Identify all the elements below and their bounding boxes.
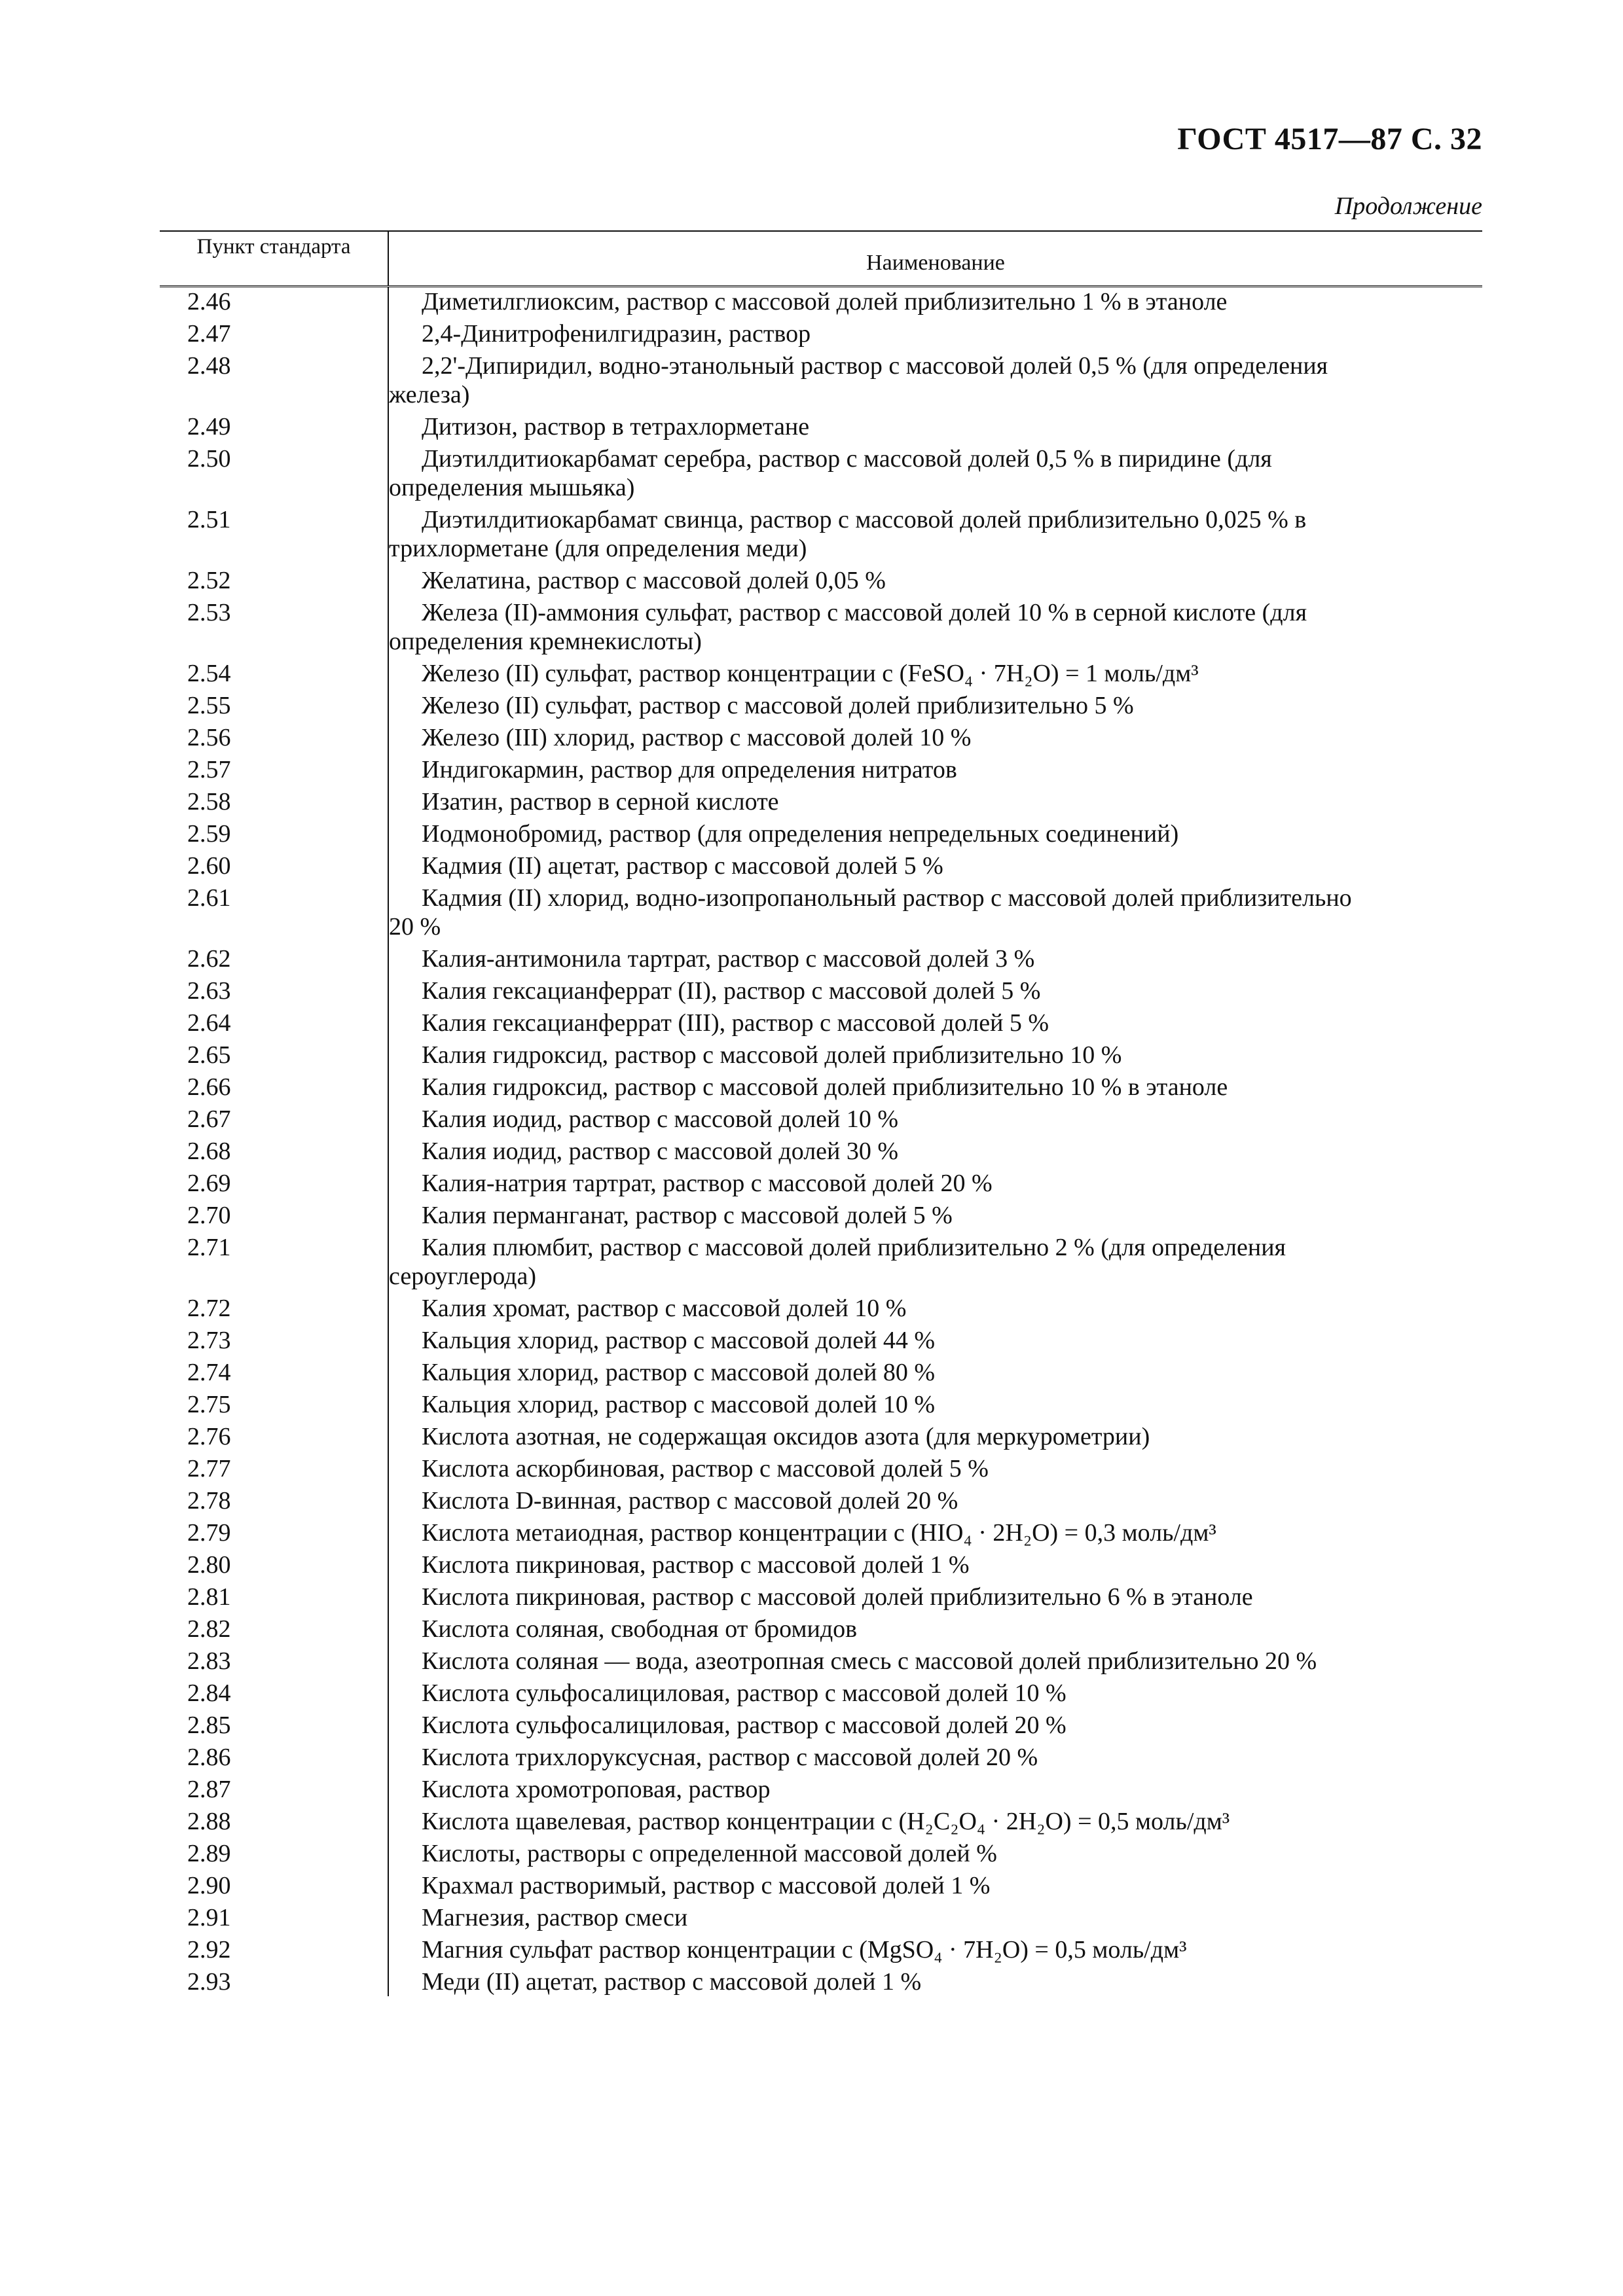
table-row (160, 1294, 1482, 1323)
item-name (388, 1518, 1482, 1547)
table-row (160, 1422, 1482, 1451)
item-name-continuation: 20 % (389, 913, 441, 941)
item-number: 2.68 (187, 1138, 231, 1165)
item-name-text: Диэтилдитиокарбамат серебра, раствор с массовой долей 0,5 % в пиридине (для (422, 445, 1272, 473)
item-number: 2.55 (187, 692, 231, 719)
table-row (160, 723, 1482, 752)
item-name-text: Диметилглиоксим, раствор с массовой долей приблизительно 1 % в этаноле (422, 288, 1228, 315)
item-number: 2.93 (187, 1968, 231, 1996)
table-row (160, 444, 1482, 502)
column-header-name: Наименование (866, 251, 1005, 275)
table-row (160, 1326, 1482, 1355)
item-name-text: Кислота пикриновая, раствор с массовой долей приблизительно 6 % в этаноле (422, 1583, 1253, 1611)
table-row (160, 659, 1482, 688)
table-row (160, 1871, 1482, 1900)
item-number: 2.60 (187, 852, 231, 880)
item-name (388, 598, 1482, 656)
item-number: 2.52 (187, 567, 231, 594)
item-name-text: Кислота щавелевая, раствор концентрации c (H₂C₂O₄ · 2H₂O) = 0,5 моль/дм³ (422, 1808, 1230, 1835)
item-name-text: Индигокармин, раствор для определения нитратов (422, 756, 957, 783)
item-name (388, 1137, 1482, 1166)
item-name (388, 1871, 1482, 1900)
item-number: 2.78 (187, 1487, 231, 1515)
item-name (388, 1647, 1482, 1676)
table-row (160, 1679, 1482, 1708)
document-title: ГОСТ 4517—87 С. 32 (1177, 122, 1482, 156)
reagents-table (160, 230, 1482, 2000)
item-name (388, 1073, 1482, 1102)
table-row (160, 1775, 1482, 1804)
table-row (160, 351, 1482, 409)
item-name-text: Калия гидроксид, раствор с массовой долей приблизительно 10 % (422, 1041, 1122, 1069)
table-row (160, 1041, 1482, 1069)
item-number: 2.86 (187, 1744, 231, 1771)
item-name (388, 1615, 1482, 1643)
item-name-text: Магния сульфат раствор концентрации c (MgSO₄ · 7H₂O) = 0,5 моль/дм³ (422, 1936, 1187, 1964)
item-number: 2.74 (187, 1359, 231, 1386)
table-row (160, 287, 1482, 316)
item-name-text: Калия хромат, раствор с массовой долей 10 % (422, 1295, 907, 1322)
item-name-text: Крахмал растворимый, раствор с массовой долей 1 % (422, 1872, 991, 1899)
item-name (388, 1903, 1482, 1932)
item-name-text: Кислота метаиодная, раствор концентрации c (HIO₄ · 2H₂O) = 0,3 моль/дм³ (422, 1519, 1216, 1547)
item-name (388, 1935, 1482, 1964)
item-name (388, 787, 1482, 816)
item-number: 2.59 (187, 820, 231, 848)
item-number: 2.67 (187, 1105, 231, 1133)
item-name-text: 2,2'-Дипиридил, водно-этанольный раствор с массовой долей 0,5 % (для определения (422, 352, 1328, 380)
item-name (388, 659, 1482, 688)
item-name-text: Кадмия (II) ацетат, раствор с массовой долей 5 % (422, 852, 943, 880)
item-number: 2.61 (187, 884, 231, 912)
item-name-continuation: определения кремнекислоты) (389, 628, 702, 655)
table-row (160, 1615, 1482, 1643)
item-name-text: Железо (II) сульфат, раствор с массовой долей приблизительно 5 % (422, 692, 1134, 719)
item-name-text: Калия перманганат, раствор с массовой долей 5 % (422, 1202, 953, 1229)
table-row (160, 1807, 1482, 1836)
item-name-text: Кислота D-винная, раствор с массовой долей 20 % (422, 1487, 958, 1515)
table-row (160, 1647, 1482, 1676)
table-row (160, 1169, 1482, 1198)
item-name (388, 1169, 1482, 1198)
item-number: 2.87 (187, 1776, 231, 1803)
item-name-text: Железо (III) хлорид, раствор с массовой долей 10 % (422, 724, 972, 751)
item-number: 2.64 (187, 1009, 231, 1037)
item-number: 2.62 (187, 945, 231, 973)
item-name (388, 351, 1482, 409)
table-row (160, 1105, 1482, 1134)
column-header-number: Пункт стандарта (196, 235, 351, 259)
item-name (388, 287, 1482, 316)
item-name-text: Калия гидроксид, раствор с массовой долей приблизительно 10 % в этаноле (422, 1073, 1228, 1101)
table-row (160, 1486, 1482, 1515)
item-number: 2.82 (187, 1615, 231, 1643)
table-row (160, 1201, 1482, 1230)
item-name-text: Кислота сульфосалициловая, раствор с массовой долей 10 % (422, 1679, 1067, 1707)
item-name-continuation: железа) (389, 381, 470, 408)
item-number: 2.49 (187, 413, 231, 440)
item-number: 2.79 (187, 1519, 231, 1547)
item-name (388, 319, 1482, 348)
table-row (160, 755, 1482, 784)
item-number: 2.73 (187, 1327, 231, 1354)
item-number: 2.69 (187, 1170, 231, 1197)
item-name (388, 1105, 1482, 1134)
item-number: 2.72 (187, 1295, 231, 1322)
table-row (160, 1390, 1482, 1419)
table-row (160, 1518, 1482, 1547)
item-name-text: Калия иодид, раствор с массовой долей 10 % (422, 1105, 899, 1133)
item-number: 2.91 (187, 1904, 231, 1931)
item-name (388, 1041, 1482, 1069)
item-name (388, 1422, 1482, 1451)
table-row (160, 1454, 1482, 1483)
item-name-text: Кальция хлорид, раствор с массовой долей 10 % (422, 1391, 936, 1418)
table-row (160, 852, 1482, 880)
item-name (388, 1743, 1482, 1772)
item-number: 2.63 (187, 977, 231, 1005)
item-name (388, 944, 1482, 973)
item-number: 2.66 (187, 1073, 231, 1101)
item-name-text: Кислоты, растворы с определенной массовой долей % (422, 1840, 997, 1867)
item-name-text: Калия плюмбит, раствор с массовой долей приблизительно 2 % (для определения (422, 1234, 1286, 1261)
table-row (160, 1358, 1482, 1387)
table-header (160, 230, 1482, 285)
item-number: 2.89 (187, 1840, 231, 1867)
table-row (160, 1711, 1482, 1740)
item-number: 2.53 (187, 599, 231, 626)
table-row (160, 505, 1482, 563)
table-row (160, 1839, 1482, 1868)
table-row (160, 1743, 1482, 1772)
item-name-continuation: трихлорметане (для определения меди) (389, 535, 807, 562)
table-row (160, 1233, 1482, 1291)
item-name-text: Желатина, раствор с массовой долей 0,05 % (422, 567, 886, 594)
table-row (160, 1935, 1482, 1964)
item-name (388, 566, 1482, 595)
item-name (388, 723, 1482, 752)
item-name (388, 1294, 1482, 1323)
item-name-text: Кислота соляная — вода, азеотропная смесь с массовой долей приблизительно 20 % (422, 1647, 1317, 1675)
item-name (388, 1486, 1482, 1515)
item-number: 2.75 (187, 1391, 231, 1418)
table-body (160, 287, 1482, 1996)
item-name (388, 1326, 1482, 1355)
item-number: 2.88 (187, 1808, 231, 1835)
item-name-text: Диэтилдитиокарбамат свинца, раствор с массовой долей приблизительно 0,025 % в (422, 506, 1307, 533)
item-number: 2.80 (187, 1551, 231, 1579)
item-name-text: Железа (II)-аммония сульфат, раствор с массовой долей 10 % в серной кислоте (для (422, 599, 1307, 626)
item-name (388, 819, 1482, 848)
item-name (388, 412, 1482, 441)
table-row (160, 566, 1482, 595)
table-row (160, 1073, 1482, 1102)
table-row (160, 977, 1482, 1005)
table-row (160, 691, 1482, 720)
item-name-text: Дитизон, раствор в тетрахлорметане (422, 413, 810, 440)
item-name (388, 852, 1482, 880)
table-row (160, 1583, 1482, 1611)
item-name (388, 1775, 1482, 1804)
item-number: 2.85 (187, 1712, 231, 1739)
item-name (388, 691, 1482, 720)
item-name (388, 1201, 1482, 1230)
item-name-text: Кадмия (II) хлорид, водно-изопропанольный раствор с массовой долей приблизительно (422, 884, 1352, 912)
item-name-text: Кислота пикриновая, раствор с массовой долей 1 % (422, 1551, 970, 1579)
item-name (388, 1583, 1482, 1611)
table-row (160, 787, 1482, 816)
item-name (388, 444, 1482, 502)
item-number: 2.48 (187, 352, 231, 380)
item-name-text: Калия-натрия тартрат, раствор с массовой долей 20 % (422, 1170, 993, 1197)
item-name-text: Калия гексацианферрат (II), раствор с массовой долей 5 % (422, 977, 1041, 1005)
item-name (388, 1233, 1482, 1291)
table-row (160, 884, 1482, 941)
item-name-text: Кислота трихлоруксусная, раствор с массовой долей 20 % (422, 1744, 1038, 1771)
item-number: 2.65 (187, 1041, 231, 1069)
item-name (388, 1390, 1482, 1419)
item-number: 2.77 (187, 1455, 231, 1482)
item-name (388, 1711, 1482, 1740)
item-name (388, 1839, 1482, 1868)
item-name (388, 505, 1482, 563)
item-name (388, 755, 1482, 784)
item-name (388, 1679, 1482, 1708)
table-row (160, 1137, 1482, 1166)
item-name-text: Магнезия, раствор смеси (422, 1904, 688, 1931)
item-number: 2.54 (187, 660, 231, 687)
item-number: 2.47 (187, 320, 231, 348)
item-name (388, 1009, 1482, 1037)
item-name-text: Кислота хромотроповая, раствор (422, 1776, 771, 1803)
table-row (160, 319, 1482, 348)
item-name (388, 1807, 1482, 1836)
item-name-text: Кислота азотная, не содержащая оксидов азота (для меркурометрии) (422, 1423, 1150, 1450)
item-name (388, 884, 1482, 941)
item-name (388, 1358, 1482, 1387)
item-name-continuation: определения мышьяка) (389, 474, 635, 501)
table-row (160, 819, 1482, 848)
item-name-text: 2,4-Динитрофенилгидразин, раствор (422, 320, 811, 348)
item-number: 2.71 (187, 1234, 231, 1261)
item-name-text: Кислота аскорбиновая, раствор с массовой долей 5 % (422, 1455, 989, 1482)
item-name-text: Иодмонобромид, раствор (для определения непредельных соединений) (422, 820, 1179, 848)
item-number: 2.76 (187, 1423, 231, 1450)
continuation-label: Продолжение (1334, 192, 1482, 220)
item-number: 2.50 (187, 445, 231, 473)
item-name-text: Меди (II) ацетат, раствор с массовой долей 1 % (422, 1968, 922, 1996)
item-name-text: Кальция хлорид, раствор с массовой долей 44 % (422, 1327, 936, 1354)
item-name (388, 977, 1482, 1005)
item-number: 2.83 (187, 1647, 231, 1675)
item-name-text: Калия-антимонила тартрат, раствор с массовой долей 3 % (422, 945, 1035, 973)
item-number: 2.57 (187, 756, 231, 783)
item-name-text: Кальция хлорид, раствор с массовой долей 80 % (422, 1359, 936, 1386)
item-name-text: Калия гексацианферрат (III), раствор с массовой долей 5 % (422, 1009, 1049, 1037)
item-number: 2.92 (187, 1936, 231, 1964)
item-number: 2.46 (187, 288, 231, 315)
item-number: 2.81 (187, 1583, 231, 1611)
table-row (160, 1903, 1482, 1932)
item-number: 2.90 (187, 1872, 231, 1899)
item-name-text: Кислота сульфосалициловая, раствор с массовой долей 20 % (422, 1712, 1067, 1739)
item-name (388, 1967, 1482, 1996)
item-name (388, 1454, 1482, 1483)
item-name (388, 1551, 1482, 1579)
item-number: 2.58 (187, 788, 231, 816)
table-row (160, 412, 1482, 441)
table-row (160, 944, 1482, 973)
item-name-text: Кислота соляная, свободная от бромидов (422, 1615, 858, 1643)
item-number: 2.84 (187, 1679, 231, 1707)
table-row (160, 1967, 1482, 1996)
table-row (160, 1009, 1482, 1037)
item-name-text: Железо (II) сульфат, раствор концентрации c (FeSO₄ · 7H₂O) = 1 моль/дм³ (422, 660, 1199, 687)
item-number: 2.51 (187, 506, 231, 533)
item-name-text: Изатин, раствор в серной кислоте (422, 788, 779, 816)
item-name-text: Калия иодид, раствор с массовой долей 30 % (422, 1138, 899, 1165)
item-number: 2.70 (187, 1202, 231, 1229)
table-row (160, 598, 1482, 656)
table-row (160, 1551, 1482, 1579)
item-number: 2.56 (187, 724, 231, 751)
item-name-continuation: сероуглерода) (389, 1263, 536, 1290)
